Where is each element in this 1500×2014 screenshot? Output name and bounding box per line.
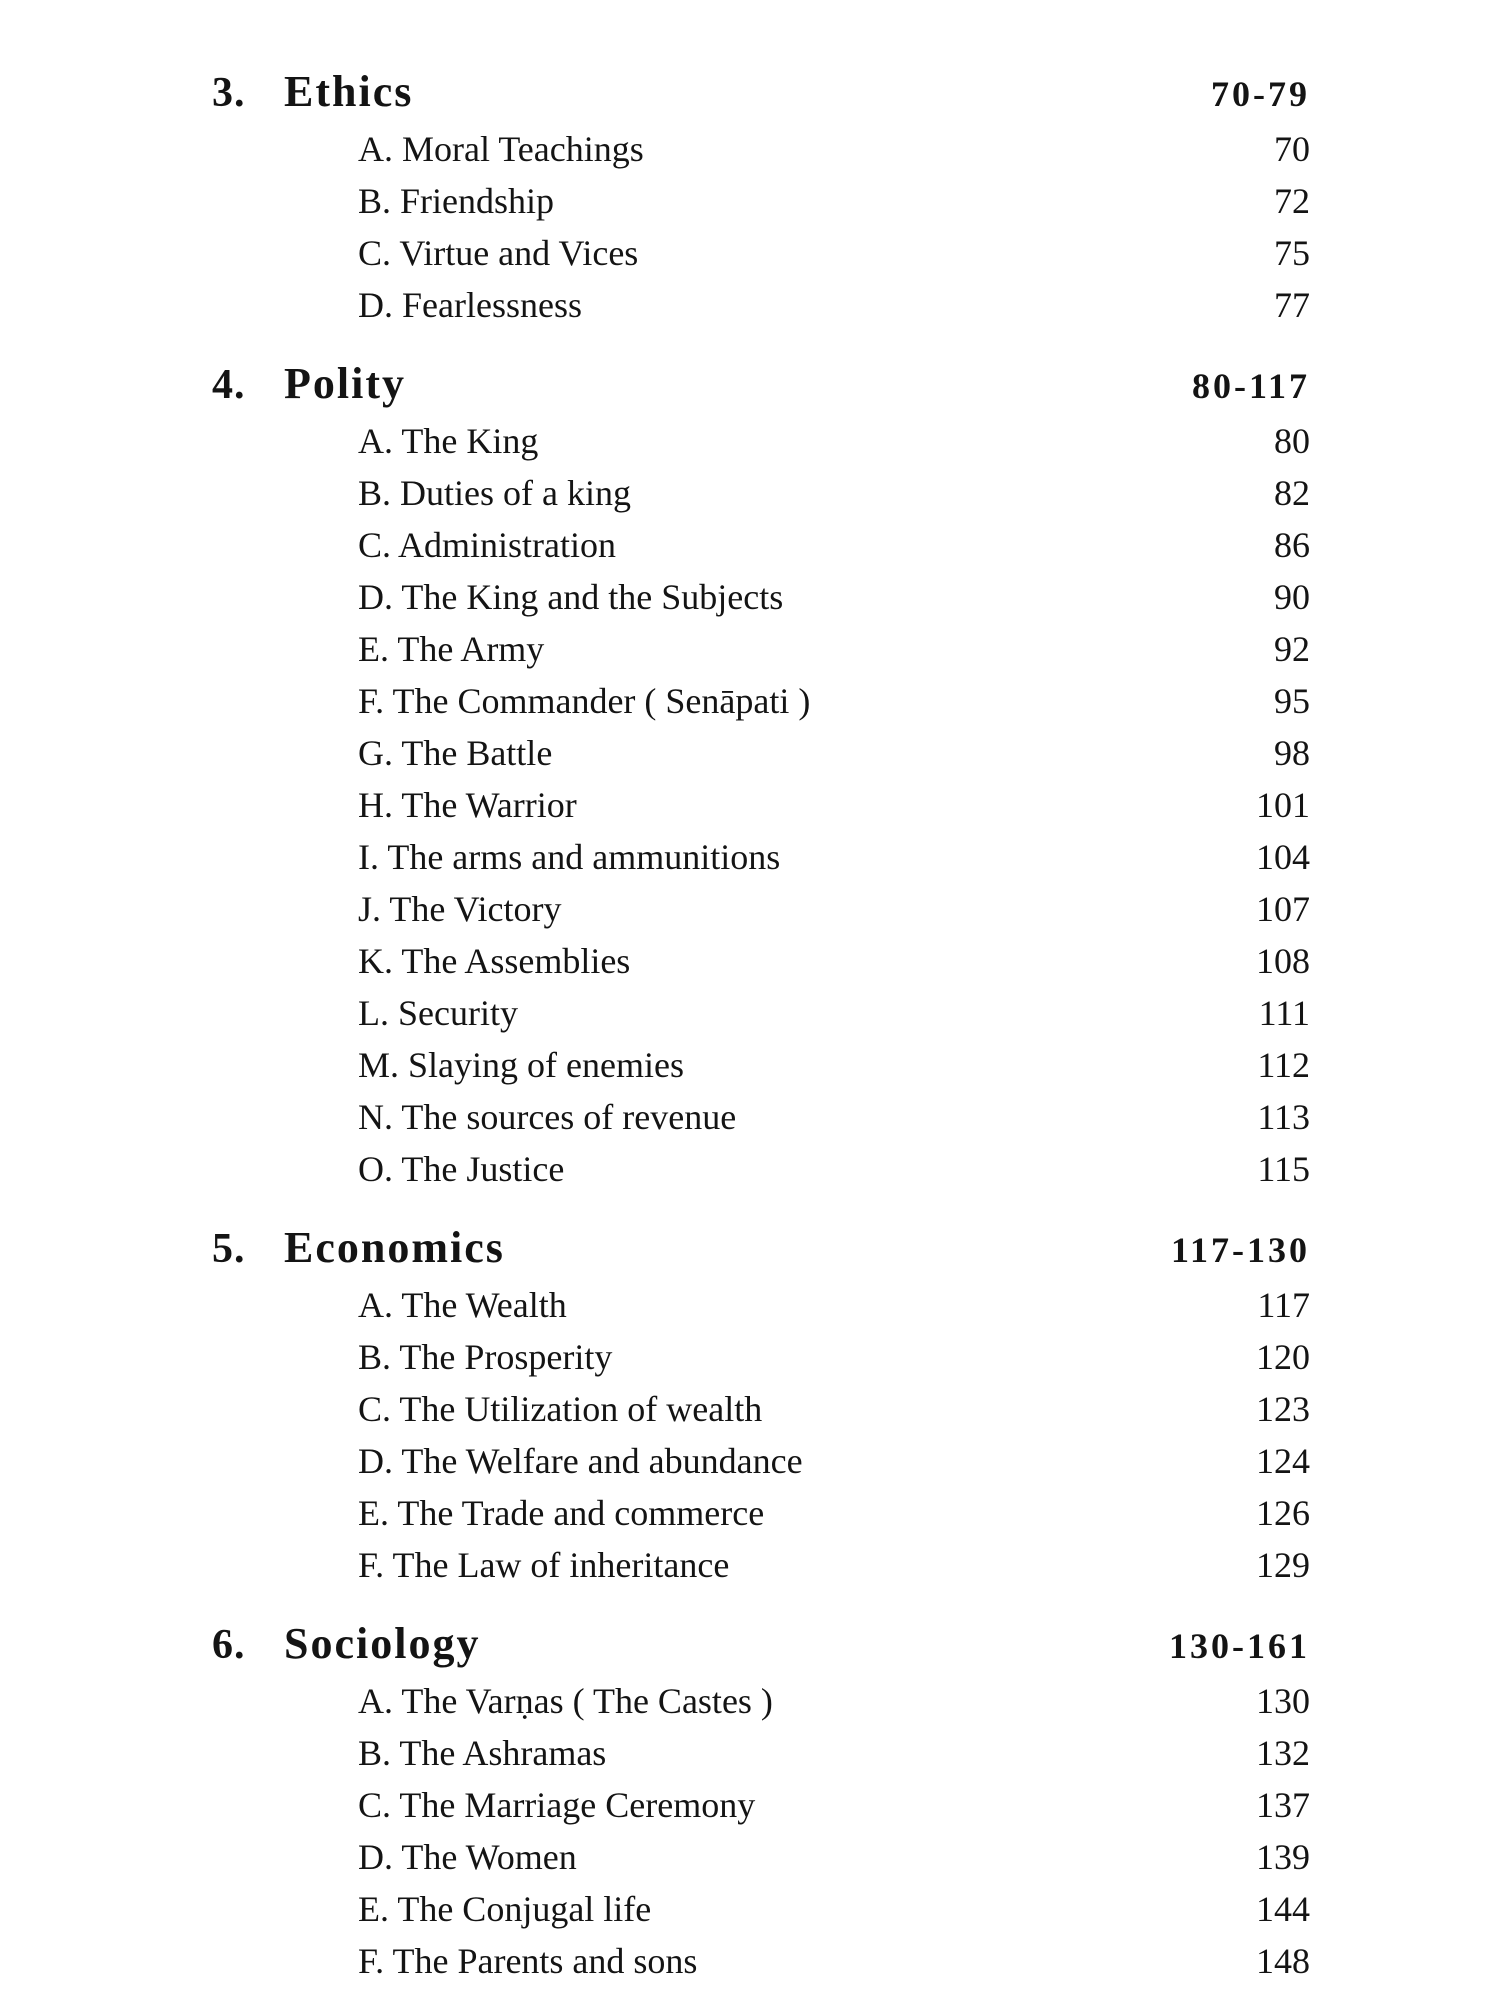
entry-page-number: 72: [1274, 181, 1310, 221]
entry-label: D. The Welfare and abundance: [358, 1441, 803, 1481]
toc-entry: [212, 1940, 1310, 1992]
chapter-heading: [212, 1222, 1310, 1284]
toc-entry: [212, 1388, 1310, 1440]
entry-label: A. The Wealth: [358, 1285, 567, 1325]
toc-entry: [212, 420, 1310, 472]
entry-page-number: 117: [1257, 1285, 1310, 1325]
entry-label: D. Fearlessness: [358, 285, 582, 325]
chapter-page-range: 130-161: [1169, 1626, 1310, 1666]
entry-page-number: 132: [1256, 1733, 1310, 1773]
entry-page-number: 137: [1256, 1785, 1310, 1825]
entry-page-number: 86: [1274, 525, 1310, 565]
entry-label: E. The Trade and commerce: [358, 1493, 765, 1533]
toc-entry: [212, 1284, 1310, 1336]
chapter-number: 5.: [212, 1226, 246, 1272]
entry-page-number: 75: [1274, 233, 1310, 273]
toc-entry: [212, 732, 1310, 784]
entry-page-number: 104: [1256, 837, 1310, 877]
chapter-number: 6.: [212, 1622, 246, 1668]
toc-entry: [212, 992, 1310, 1044]
entry-page-number: 111: [1258, 993, 1310, 1033]
entry-page-number: 82: [1274, 473, 1310, 513]
entry-label: D. The Women: [358, 1837, 577, 1877]
entry-list: [212, 128, 1310, 336]
chapter-section: [212, 1222, 1310, 1596]
entry-label: G. The Battle: [358, 733, 553, 773]
entry-label: D. The King and the Subjects: [358, 577, 784, 617]
entry-page-number: 70: [1274, 129, 1310, 169]
toc-entry: [212, 680, 1310, 732]
entry-label: C. Administration: [358, 525, 617, 565]
entry-page-number: 139: [1256, 1837, 1310, 1877]
entry-page-number: 130: [1256, 1681, 1310, 1721]
chapter-heading: [212, 358, 1310, 420]
toc-entry: [212, 284, 1310, 336]
entry-page-number: 123: [1256, 1389, 1310, 1429]
toc-entry: [212, 180, 1310, 232]
entry-page-number: 101: [1256, 785, 1310, 825]
entry-label: N. The sources of revenue: [358, 1097, 737, 1137]
entry-page-number: 144: [1256, 1889, 1310, 1929]
toc-entry: [212, 1096, 1310, 1148]
toc-entry: [212, 128, 1310, 180]
toc-entry: [212, 1044, 1310, 1096]
toc-entry: [212, 1544, 1310, 1596]
toc-entry: [212, 1680, 1310, 1732]
toc-entry: [212, 940, 1310, 992]
entry-page-number: 124: [1256, 1441, 1310, 1481]
entry-page-number: 126: [1256, 1493, 1310, 1533]
entry-page-number: 112: [1257, 1045, 1310, 1085]
entry-page-number: 107: [1256, 889, 1310, 929]
chapter-page-range: 70-79: [1211, 74, 1310, 114]
table-of-contents: [212, 66, 1310, 2014]
entry-label: L. Security: [358, 993, 518, 1033]
entry-page-number: 92: [1274, 629, 1310, 669]
entry-label: F. The Parents and sons: [358, 1941, 698, 1981]
entry-page-number: 148: [1256, 1941, 1310, 1981]
toc-entry: [212, 472, 1310, 524]
entry-label: O. The Justice: [358, 1149, 565, 1189]
entry-page-number: 129: [1256, 1545, 1310, 1585]
entry-label: H. The Warrior: [358, 785, 577, 825]
chapter-section: [212, 66, 1310, 336]
toc-entry: [212, 628, 1310, 680]
chapter-page-range: 80-117: [1191, 366, 1310, 406]
entry-label: B. Friendship: [358, 181, 555, 221]
entry-page-number: 108: [1256, 941, 1310, 981]
chapter-number: 3.: [212, 70, 246, 116]
entry-label: B. The Ashramas: [358, 1733, 607, 1773]
entry-label: M. Slaying of enemies: [358, 1045, 684, 1085]
entry-page-number: 77: [1274, 285, 1310, 325]
entry-label: F. The Commander ( Senāpati ): [358, 681, 811, 721]
toc-entry: [212, 524, 1310, 576]
entry-label: C. Virtue and Vices: [358, 233, 639, 273]
toc-entry: [212, 232, 1310, 284]
entry-page-number: 95: [1274, 681, 1310, 721]
chapter-page-range: 117-130: [1170, 1230, 1310, 1270]
entry-label: B. Duties of a king: [358, 473, 631, 513]
entry-label: I. The arms and ammunitions: [358, 837, 781, 877]
chapter-title: Ethics: [284, 67, 414, 116]
chapter-title: Sociology: [284, 1619, 481, 1668]
chapter-section: [212, 1618, 1310, 1992]
toc-entry: [212, 888, 1310, 940]
entry-list: [212, 1284, 1310, 1596]
entry-page-number: 90: [1274, 577, 1310, 617]
entry-list: [212, 1680, 1310, 1992]
entry-label: C. The Marriage Ceremony: [358, 1785, 756, 1825]
toc-entry: [212, 1336, 1310, 1388]
entry-page-number: 80: [1274, 421, 1310, 461]
toc-entry: [212, 576, 1310, 628]
chapter-heading: [212, 1618, 1310, 1680]
chapter-number: 4.: [212, 362, 246, 408]
entry-label: J. The Victory: [358, 889, 562, 929]
entry-label: A. The King: [358, 421, 539, 461]
chapter-section: [212, 358, 1310, 1200]
toc-entry: [212, 1492, 1310, 1544]
toc-entry: [212, 836, 1310, 888]
chapter-title: Economics: [284, 1223, 505, 1272]
entry-page-number: 98: [1274, 733, 1310, 773]
toc-entry: [212, 1148, 1310, 1200]
entry-page-number: 113: [1257, 1097, 1310, 1137]
entry-list: [212, 420, 1310, 1200]
entry-label: A. Moral Teachings: [358, 129, 644, 169]
toc-entry: [212, 784, 1310, 836]
toc-entry: [212, 1784, 1310, 1836]
entry-label: K. The Assemblies: [358, 941, 631, 981]
entry-label: B. The Prosperity: [358, 1337, 613, 1377]
entry-label: A. The Varṇas ( The Castes ): [358, 1681, 773, 1721]
chapter-heading: [212, 66, 1310, 128]
entry-page-number: 115: [1257, 1149, 1310, 1189]
toc-entry: [212, 1732, 1310, 1784]
entry-label: E. The Army: [358, 629, 545, 669]
toc-entry: [212, 1836, 1310, 1888]
toc-entry: [212, 1888, 1310, 1940]
entry-label: E. The Conjugal life: [358, 1889, 652, 1929]
entry-page-number: 120: [1256, 1337, 1310, 1377]
entry-label: F. The Law of inheritance: [358, 1545, 730, 1585]
chapter-title: Polity: [284, 359, 406, 408]
entry-label: C. The Utilization of wealth: [358, 1389, 763, 1429]
toc-entry: [212, 1440, 1310, 1492]
